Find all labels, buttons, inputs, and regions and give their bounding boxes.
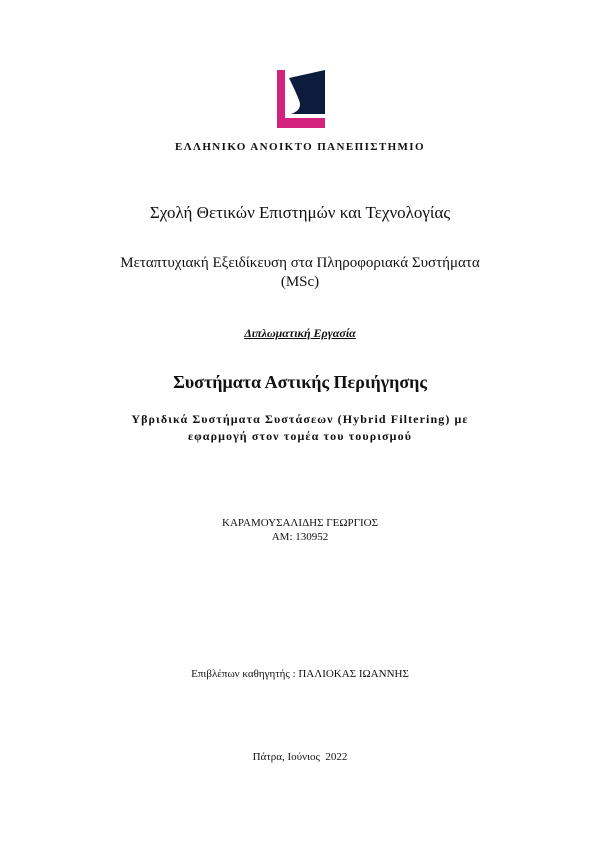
university-name: ΕΛΛΗΝΙΚΟ ΑΝΟΙΚΤΟ ΠΑΝΕΠΙΣΤΗΜΙΟ: [175, 141, 425, 153]
program-line-1: Μεταπτυχιακή Εξειδίκευση στα Πληροφοριακά Συστήματα: [120, 255, 480, 271]
thesis-title: Συστήματα Αστικής Περιήγησης: [173, 372, 427, 392]
thesis-type: Διπλωματική Εργασία: [244, 326, 356, 340]
university-logo-icon: [277, 70, 325, 128]
supervisor: Επιβλέπων καθηγητής : ΠΑΛΙΟΚΑΣ ΙΩΑΝΝΗΣ: [191, 668, 409, 680]
subtitle-line-1: Υβριδικά Συστήματα Συστάσεων (Hybrid Filtering) με: [131, 412, 469, 426]
thesis-type-wrapper: [0, 324, 600, 342]
author-id: ΑΜ: 130952: [271, 531, 329, 543]
thesis-subtitle: [0, 411, 600, 445]
program-name: [0, 254, 600, 292]
author-name: ΚΑΡΑΜΟΥΣΑΛΙΔΗΣ ΓΕΩΡΓΙΟΣ: [222, 517, 378, 529]
program-line-2: (MSc): [280, 274, 320, 290]
author-block: [0, 516, 600, 544]
school-name: Σχολή Θετικών Επιστημών και Τεχνολογίας: [149, 203, 451, 222]
subtitle-line-2: εφαρμογή στον τομέα του τουρισμού: [187, 429, 413, 443]
place-date: Πάτρα, Ιούνιος 2022: [252, 751, 348, 763]
logo-navy-shape: [289, 70, 325, 114]
